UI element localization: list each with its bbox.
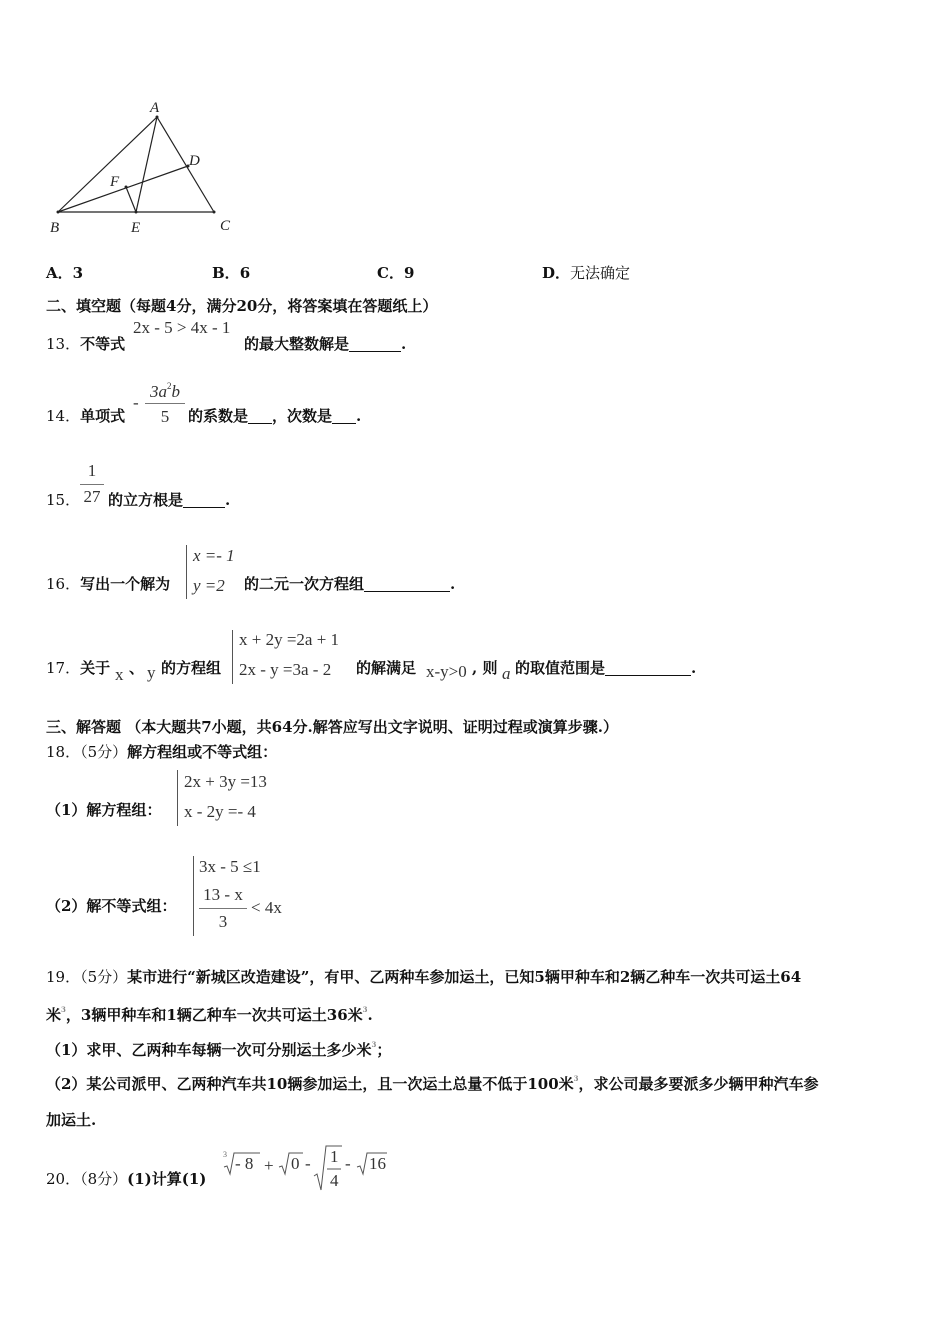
q20-frac-numer: 1	[330, 1147, 339, 1166]
question-16: 16．写出一个解为	[46, 575, 171, 593]
q18-brace-1	[177, 770, 178, 826]
q18-p1-line-2: x - 2y =- 4	[184, 802, 256, 821]
choice-c: C．9	[377, 264, 415, 282]
q20-radicand-2: 0	[291, 1154, 300, 1173]
choice-d: D．无法确定	[542, 264, 631, 282]
section-2-title: 二、填空题（每题4分，满分20分，将答案填在答题纸上）	[46, 297, 438, 315]
q17-a: a	[502, 664, 511, 683]
q18-part-1: （1）解方程组：	[46, 801, 162, 819]
question-15: 15．	[46, 491, 81, 509]
q19-part-1: （1）求甲、乙两种车每辆一次可分别运土多少米$^3$；	[46, 1040, 392, 1059]
q17-text: 的取值范围是 .	[515, 659, 697, 677]
q18-p2-line-1: 3x - 5 ≤1	[199, 857, 261, 876]
q14-denominator: 5	[160, 407, 170, 426]
q15-denominator: 27	[83, 487, 101, 506]
choice-b: B．6	[212, 264, 251, 282]
q17-line-2: 2x - y =3a - 2	[239, 660, 332, 679]
q16-brace	[186, 545, 187, 599]
q17-brace	[232, 630, 233, 684]
q17-x: x	[115, 665, 124, 684]
q20-radicand-4: 16	[369, 1154, 386, 1173]
q20-minus-1: -	[305, 1154, 311, 1173]
q16-line-2: y =2	[193, 576, 225, 595]
label-e: E	[131, 220, 141, 236]
question-18: 18．（5分）解方程组或不等式组：	[46, 743, 278, 761]
q17-y: y	[147, 663, 156, 682]
q17-mid2: 的解满足	[356, 659, 417, 677]
q19-line-2: 米$^3$，3辆甲种车和1辆乙种车一次共可运土36米$^3$.	[46, 1005, 373, 1024]
q15-numerator: 1	[87, 461, 97, 480]
q17-dun: 、	[129, 659, 145, 677]
question-14: 14．单项式	[46, 407, 126, 425]
choice-a: A．3	[46, 264, 84, 282]
q20-frac-denom: 4	[330, 1171, 339, 1190]
q20-radicand-1: - 8	[235, 1154, 254, 1173]
q18-part-2: （2）解不等式组：	[46, 897, 177, 915]
q18-p1-line-1: 2x + 3y =13	[184, 772, 267, 791]
q14-sign: -	[133, 393, 139, 412]
q16-text: 的二元一次方程组 .	[244, 575, 456, 593]
q15-fraction-bar	[80, 484, 104, 485]
q19-part-2-line-2: 加运土.	[46, 1111, 97, 1129]
q13-inequality: 2x - 5 > 4x - 1	[133, 318, 231, 337]
q17-mid3: , 则	[472, 659, 498, 677]
q18-p2-rhs: < 4x	[251, 898, 282, 917]
q20-plus: +	[264, 1156, 274, 1175]
q14-text: 的系数是 ，次数是 .	[188, 407, 362, 425]
label-a: A	[150, 100, 160, 116]
q20-expression	[220, 1144, 400, 1194]
q16-line-1: x =- 1	[193, 546, 235, 565]
question-13: 13．不等式	[46, 335, 126, 353]
q18-brace-2	[193, 856, 194, 936]
q15-text: 的立方根是 .	[108, 491, 231, 509]
q17-line-1: x + 2y =2a + 1	[239, 630, 340, 649]
label-c: C	[220, 218, 231, 234]
q14-numerator: $3a^2b$	[150, 381, 180, 401]
q20-cube-index: 3	[223, 1150, 227, 1159]
label-f: F	[110, 174, 120, 190]
q18-p2-numerator: 13 - x	[203, 885, 243, 904]
q20-minus-2: -	[345, 1154, 351, 1173]
triangle-figure	[40, 95, 240, 245]
label-b: B	[50, 220, 60, 236]
question-17: 17．关于	[46, 659, 111, 677]
q17-condition: x-y>0	[426, 662, 467, 681]
q14-fraction-bar	[145, 403, 185, 404]
q18-p2-denominator: 3	[218, 912, 228, 931]
question-19: 19．（5分）某市进行“新城区改造建设”，有甲、乙两种车参加运土，已知5辆甲种车和2辆乙种车一次共可运土64	[46, 968, 802, 986]
label-d: D	[189, 153, 200, 169]
section-3-title: 三、解答题 （本大题共7小题，共64分.解答应写出文字说明、证明过程或演算步骤.）	[46, 718, 618, 736]
q18-p2-fraction-bar	[199, 908, 247, 909]
question-20: 20．（8分）(1)计算(1)	[46, 1170, 207, 1188]
q19-part-2: （2）某公司派甲、乙两种汽车共10辆参加运土，且一次运土总量不低于100米$^3$，求公司最多要派多少辆甲种汽车参	[46, 1074, 819, 1093]
q13-text: 的最大整数解是 .	[244, 335, 407, 353]
q17-mid: 的方程组	[161, 659, 222, 677]
